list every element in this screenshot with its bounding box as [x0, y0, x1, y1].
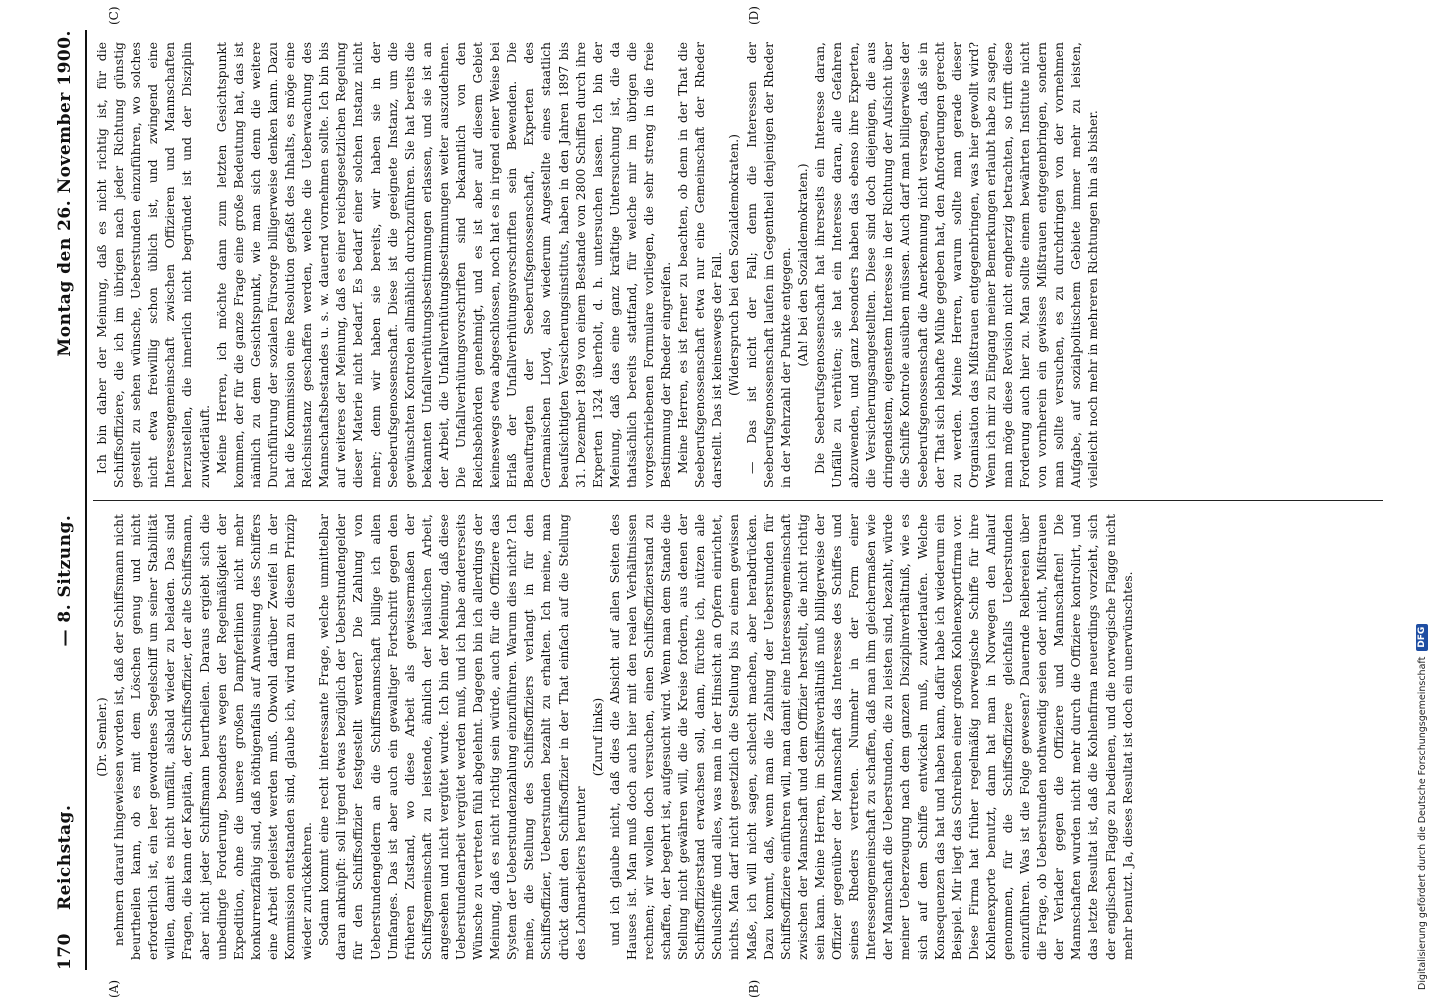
margin-mark-a: (A)	[107, 979, 121, 998]
margin-mark-c: (C)	[107, 6, 121, 25]
paragraph: — Das ist nicht der Fall; denn die Interessen der Seeberufsgenossenschaft laufen im Gegentheil denjenigen der Rheder in der Mehrzahl der Punkte entgegen.	[743, 42, 793, 488]
paragraph: Meine Herren, ich möchte dann zum letzten Gesichtspunkt kommen, der für die ganze Frage eine große Bedeutung hat, das ist nämlich zu dem Gesichtspunkt, wie man sich denn die weitere Durchführung der sozialen Fürsorge billigerweise denken kann. Dazu hat die Kommission eine Resolution gefaßt des Inhalts, es möge eine Reichsinstanz geschaffen werden, welche die Ueberwachung des Mannschaftsbestandes u. s. w. dauernd vornehmen sollte. Ich bin bis auf weiteres der Meinung, daß es einer reichsgesetzlichen Regelung dieser Materie nicht bedarf. Es bedarf einer solchen Instanz nicht mehr; denn wir haben sie bereits, wir haben sie in der Seeberufsgenossenschaft. Diese ist die geeignete Instanz, um die gewünschten Kontrolen allmählich durchzuführen. Sie hat bereits die bekannten Unfallverhütungsbestimmungen erlassen, und sie ist an der Arbeit, die Unfallverhütungsbestimmungen weiter auszudehnen. Die Unfallverhütungsvorschriften sind bekanntlich von den Reichsbehörden genehmigt, und es ist aber auf diesem Gebiet keineswegs etwa abgeschlossen, noch hat es in irgend einer Weise bei Erlaß der Unfallverhütungsvorschriften sein Bewenden. Die Beauftragten der Seeberufsgenossenschaft, Experten des Germanischen Lloyd, also wiederum Angestellte eines staatlich beaufsichtigten Versicherungsinstituts, haben in den Jahren 1897 bis 31. Dezember 1899 von einem Bestande von 2800 Schiffen durch ihre Experten 1324 überholt, d. h. untersuchen lassen. Ich bin der Meinung, daß das eine ganz kräftige Untersuchung ist, die da thatsächlich bereits stattfand, für welche mir im übrigen die vorgeschriebenen Formulare vorliegen, die sehr streng in die freie Bestimmung der Rheder eingreifen.	[213, 42, 674, 488]
running-title-right: Montag den 26. November 1900.	[55, 30, 75, 357]
paragraph: Sodann kommt eine recht interessante Frage, welche unmittelbar daran anknüpft: soll irgend etwas bezüglich der Ueberstundengelder für den Schiffsoffizier festgestellt werden? Die Zahlung von Ueberstundengeldern an die Schiffsmannschaft billige ich allen Umfanges. Das ist aber auch ein gewaltiger Fortschritt gegen den früheren Zustand, wo diese Arbeit als gewissermaßen der Schiffsgemeinschaft zu leistende, ähnlich der häuslichen Arbeit, angesehen und nicht vergütet wurde. Ich bin der Meinung, daß diese Ueberstundenarbeit vergütet werden muß, und ich habe andererseits Wünsche zu vertreten fühl abgelehnt. Dagegen bin ich allerdings der Meinung, daß es nicht richtig sein würde, auch für die Offiziere das System der Ueberstundenzahlung einzuführen. Warum dies nicht? Ich meine, die Stellung des Schiffsoffiziers verlangt in für den Schiffsoffizier, Ueberstunden bezahlt zu erhalten. Ich meine, man drückt damit den Schiffsoffizier in der That einfach auf die Stellung des Lohnarbeiters herunter	[316, 514, 588, 960]
paragraph: Ich bin daher der Meinung, daß es nicht richtig ist, für die Schiffsoffiziere, die ich im übrigen nach jeder Richtung günstig gestellt zu sehen wünsche, Ueberstunden einzuführen, wo solches nicht etwa freiwillig schon üblich ist, und zwingend eine Interessengemeinschaft zwischen Offizieren und Mannschaften herzustellen, die innerlich nicht begründet ist und der Disziplin zuwiderläuft.	[94, 42, 212, 488]
paragraph: Meine Herren, es ist ferner zu beachten, ob denn in der That die Seeberufsgenossenschaft etwa nur eine Gemeinschaft der Rheder darstellt. Das ist keineswegs der Fall.	[675, 42, 725, 488]
running-title	[55, 30, 75, 910]
paragraph: und ich glaube nicht, daß dies die Absicht auf allen Seiten des Hauses ist. Man muß doch auch hier mit den realen Verhältnissen rechnen; wir wollen doch versuchen, einen Schiffsoffizierstand zu schaffen, der begehrt ist, aufgesucht wird. Wenn man dem Stande die Stellung nicht gewähren will, die die Kreise fordern, aus denen der Schiffsoffizierstand erwachsen soll, dann, fürchte ich, nützen alle Schulschiffe und alles, was man in der Hinsicht an Opfern einrichtet, nichts. Man darf nicht gesetzlich die Stellung bis zu einem gewissen Maße, ich will nicht sagen, schlecht machen, aber herabdrücken. Dazu kommt, daß, wenn man die Zahlung der Ueberstunden für Schiffsoffiziere einführen will, man damit eine Interessengemeinschaft zwischen der Mannschaft und dem Offizier herstellt, die nicht richtig sein kann. Meine Herren, im Schiffsverhältniß muß billigerweise der Offizier gegenüber der Mannschaft das Interesse des Schiffes und seines Rheders vertreten. Nunmehr in der Form einer Interessengemeinschaft zu schaffen, daß man ihm gleichermaßen wie der Mannschaft die Ueberstunden, die zu leisten sind, bezahlt, würde meiner Ueberzeugung nach dem ganzen Disziplinverhältniß, wie es sich auf dem Schiffe entwickeln muß, zuwiderlaufen. Welche Konsequenzen das hat und haben kann, dafür habe ich wiederum ein Beispiel. Mir liegt das Schreiben einer großen Kohlenexportfirma vor. Diese Firma hat früher regelmäßig norwegische Schiffe für ihre Kohlenexporte benutzt, dann hat man in Norwegen den Anlauf genommen, für die Schiffsoffiziere gleichfalls Ueberstunden einzuführen. Was ist die Folge gewesen? Dauernde Reibereien über die Frage, ob Ueberstunden nothwendig seien oder nicht, Mißtrauen der Verlader gegen die Offiziere und Mannschaften! Die Mannschaften wurden nicht mehr durch die Offiziere kontrolirt, und das letzte Resultat ist, daß die Kohlenfirma neuerdings vorzieht, sich der englischen Flagge zu bedienen, und die norwegische Flagge nicht mehr benutzt. Ja, dieses Resultat ist doch ein unerwünschtes.	[606, 514, 1135, 960]
digitization-credit	[1412, 10, 1432, 990]
paragraph: nehmern darauf hingewiesen worden ist, daß der Schiffsmann nicht beurtheilen kann, ob es mit dem Löschen genug und nicht erforderlich ist, ein leer gewordenes Segelschiff um seiner Stabilität willen, damit es nicht umfällt, alsbald wieder zu beladen. Das sind Fragen, die kann der Kapitän, der Schiffsoffizier, der alte Schiffsmann, aber nicht jeder Schiffsmann beurtheilen. Daraus ergiebt sich die unbedingte Forderung, besonders wegen der Regelmäßigkeit der Expedition, ohne die unsere großen Dampferlinien nicht mehr konkurrenzfähig sind, daß nöthigenfalls auf Anweisung des Schiffers eine Arbeit geleistet werden muß. Obwohl darüber Zweifel in der Kommission entstanden sind, glaube ich, wird man zu diesem Prinzip wieder zurückkehren.	[111, 514, 315, 960]
margin-mark-d: (D)	[747, 6, 761, 25]
right-column	[93, 42, 1383, 488]
credit-text: Digitalisierung gefördert durch die Deutsche Forschungsgemeinschaft	[1416, 656, 1428, 990]
interjection: (Ah! bei den Sozialdemokraten.)	[794, 163, 810, 367]
running-title-middle: — 8. Sitzung.	[55, 514, 75, 647]
credit-line	[1413, 10, 1431, 990]
running-head	[47, 30, 83, 970]
speaker-note: (Dr. Semler.)	[94, 697, 109, 777]
interjection: (Zuruf links)	[589, 697, 605, 777]
paragraph: Die Seeberufsgenossenschaft hat ihrerseits ein Interesse daran, Unfälle zu verhüten; sie hat ein Interesse daran, alle Gefahren abzuwenden, und ganz besonders haben das ebenso ihre Experten, die Versicherungsangestellten. Diese sind doch diejenigen, die aus dringendstem, eigenstem Interesse in der Richtung der Aufsicht über die Schiffe Kontrole ausüben müssen. Auch darf man billigerweise der Seeberufsgenossenschaft die Anerkennung nicht versagen, daß sie in der That sich lebhafte Mühe gegeben hat, den Anforderungen gerecht zu werden. Meine Herren, warum sollte man gerade dieser Organisation das Mißtrauen entgegenbringen, was hier gewollt wird? Wenn ich mir zu Eingang meiner Bemerkungen erlaubt habe zu sagen, man möge diese Revision nicht engherzig betrachten, so trifft diese Forderung auch hier zu. Man sollte einem bewährten Institute nicht von vornherein ein gewisses Mißtrauen entgegenbringen, sondern man sollte versuchen, es zu durchdringen von der vornehmen Aufgabe, auf sozialpolitischem Gebiete immer mehr zu leisten, vielleicht noch mehr in mehreren Richtungen hin als bisher.	[811, 42, 1101, 488]
column-divider	[93, 500, 1383, 501]
interjection: (Widerspruch bei den Sozialdemokraten.)	[726, 133, 742, 397]
margin-mark-b: (B)	[747, 979, 761, 998]
header-rule	[85, 30, 87, 970]
left-column	[93, 514, 1383, 960]
page-number: 170	[55, 933, 75, 970]
running-title-left: Reichstag.	[55, 804, 75, 910]
rotated-page-content	[47, 6, 1387, 998]
dfg-logo: DFG	[1416, 624, 1428, 651]
